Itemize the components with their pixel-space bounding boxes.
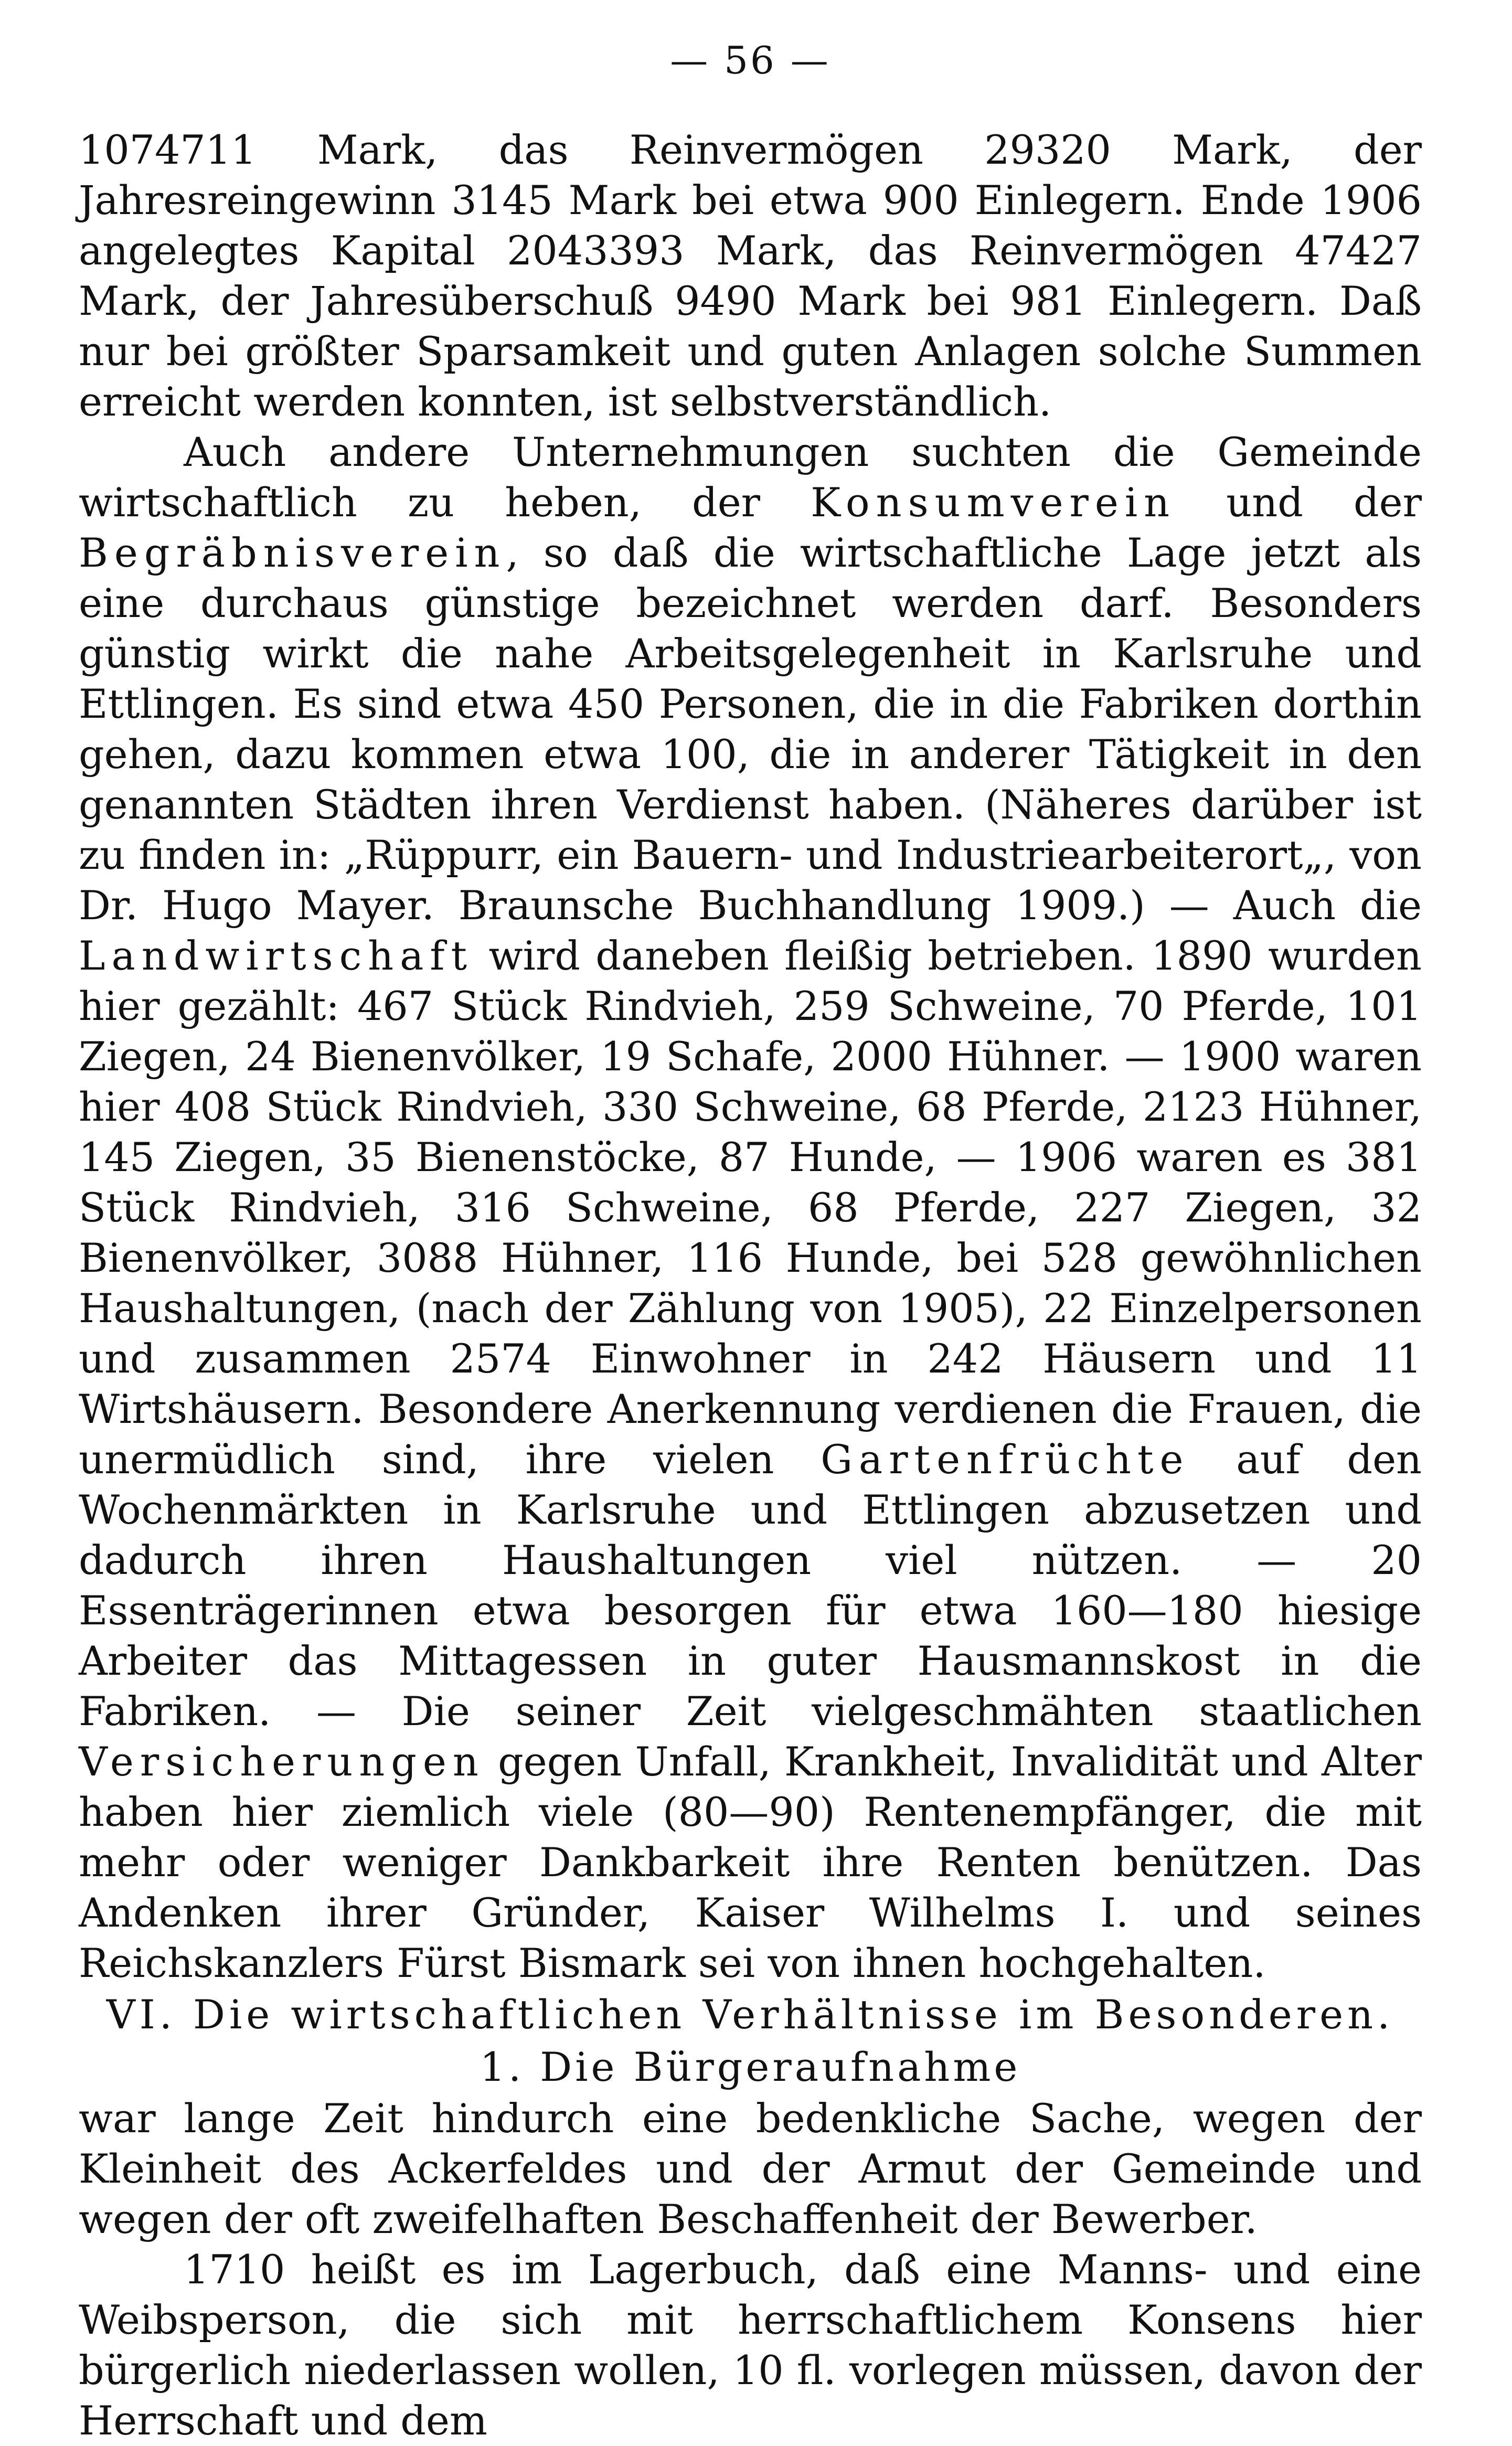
emphasis-begraebnisverein: Begräbnisverein (79, 529, 506, 576)
text-run: , so daß die wirtschaftliche Lage jetzt als eine durchaus günstige bezeichnet werden darf. Besonders günstig wirkt die nahe Arbeitsgelegenheit in Karlsruhe und Ettlingen. Es sind etwa 450 Personen, die in die Fabriken dorthin gehen, dazu kommen etwa 100, die in anderer Tätigkeit in den genannten Städten ihren Verdienst haben. (Näheres darüber ist zu finden in: „Rüppurr, ein Bauern- und Industriearbeiterort„, von Dr. Hugo Mayer. Braunsche Buchhandlung 1909.) — Auch die (79, 529, 1422, 929)
text-run: auf den Wochenmärkten in Karlsruhe und Ettlingen abzusetzen und dadurch ihren Haushaltungen viel nützen. — 20 Essenträgerinnen etwa besorgen für etwa 160—180 hiesige Arbeiter das Mittagessen in guter Hausmannskost in die Fabriken. — Die seiner Zeit vielgeschmähten staatlichen (79, 1436, 1422, 1735)
section-heading: 1. Die Bürgeraufnahme (480, 2044, 1021, 2090)
paragraph-citizen-admission: war lange Zeit hindurch eine bedenkliche Sache, wegen der Kleinheit des Ackerfeldes und der Armut der Gemeinde und wegen der oft zweifelhaften Beschaffenheit der Bewerber. (79, 2095, 1422, 2242)
page-number: — 56 — (670, 38, 830, 82)
chapter-heading: VI. Die wirtschaftlichen Verhältnisse im Besonderen. (106, 1991, 1394, 2038)
emphasis-versicherungen: Versicherungen (79, 1738, 485, 1785)
emphasis-konsumverein: Konsumverein (811, 479, 1176, 526)
paragraph-economy (79, 427, 1422, 1988)
body-text (79, 125, 1422, 2446)
text-run: Auch andere Unternehmungen suchten die Gemeinde wirtschaftlich zu heben, der (79, 429, 1422, 526)
emphasis-landwirtschaft: Landwirtschaft (79, 932, 474, 979)
book-page (79, 0, 1422, 2444)
text-run: gegen Unfall, Krankheit, Invalidität und Alter haben hier ziemlich viele (80—90) Rentenempfänger, die mit mehr oder weniger Dankbarkeit ihre Renten benützen. Das Andenken ihrer Gründer, Kaiser Wilhelms I. und seines Reichskanzlers Fürst Bismark sei von ihnen hochgehalten. (79, 1738, 1422, 1986)
paragraph-savings-bank (79, 125, 1422, 427)
text-run: wird daneben fleißig betrieben. 1890 wurden hier gezählt: 467 Stück Rindvieh, 259 Schweine, 70 Pferde, 101 Ziegen, 24 Bienenvölker, 19 Schafe, 2000 Hühner. — 1900 waren hier 408 Stück Rindvieh, 330 Schweine, 68 Pferde, 2123 Hühner, 145 Ziegen, 35 Bienenstöcke, 87 Hunde, — 1906 waren es 381 Stück Rindvieh, 316 Schweine, 68 Pferde, 227 Ziegen, 32 Bienenvölker, 3088 Hühner, 116 Hunde, bei 528 gewöhnlichen Haushaltungen, (nach der Zählung von 1905), 22 Einzelpersonen und zusammen 2574 Einwohner in 242 Häusern und 11 Wirtshäusern. Besondere Anerkennung verdienen die Frauen, die unermüdlich sind, ihre vielen (79, 932, 1422, 1483)
text-run: 1074711 Mark, das Reinvermögen 29320 Mark, der Jahresreingewinn 3145 Mark bei etwa 900 Einlegern. Ende 1906 angelegtes Kapital 2043393 Mark, das Reinvermögen 47427 Mark, der Jahresüberschuß 9490 Mark bei 981 Einlegern. Daß nur bei größter Sparsamkeit und guten Anlagen solche Summen erreicht werden konnten, ist selbstverständlich. (79, 126, 1422, 425)
paragraph-lagerbuch-1710: 1710 heißt es im Lagerbuch, daß eine Manns- und eine Weibsperson, die sich mit herrschaftlichem Konsens hier bürgerlich niederlassen wollen, 10 fl. vorlegen müssen, davon der Herrschaft und dem (79, 2246, 1422, 2444)
text-run: und der (1176, 479, 1422, 526)
emphasis-gartenfruechte: Gartenfrüchte (821, 1436, 1190, 1483)
